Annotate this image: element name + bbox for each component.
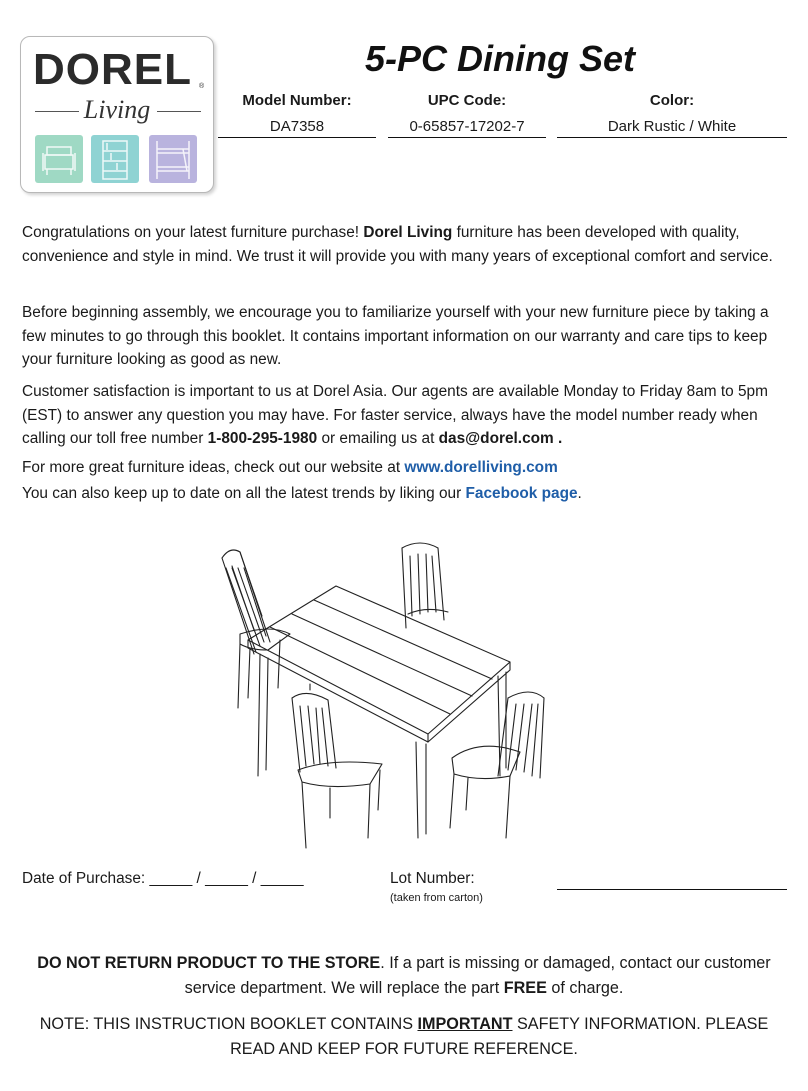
page-title: 5-PC Dining Set [364, 38, 636, 79]
front-left-chair [292, 693, 382, 848]
logo-rule-right [157, 111, 201, 112]
assembly-paragraph [22, 301, 792, 372]
table-top [248, 586, 510, 742]
facebook-link[interactable]: Facebook page [465, 485, 578, 502]
color-value: Dark Rustic / White [557, 118, 787, 138]
free-text: FREE [503, 979, 547, 997]
return-notice [20, 951, 788, 1001]
safety-notice [20, 1012, 788, 1062]
support-text: Customer satisfaction is important to us at Dorel Asia. Our agents are available Monday to Friday 8am to 5pm (EST) to answer any question you may have. For faster service, always have the model number ready when calling our toll free number [22, 383, 768, 447]
support-paragraph [22, 380, 792, 451]
dorel-living-logo [20, 36, 214, 193]
back-left-chair [222, 550, 290, 708]
important-text: IMPORTANT [417, 1015, 513, 1033]
armchair-icon [35, 135, 83, 183]
return-notice-end: of charge. [546, 979, 624, 997]
toll-free-number: 1-800-295-1980 [207, 430, 318, 447]
support-text-cont: or emailing us at [317, 430, 439, 447]
logo-sub: Living [83, 95, 151, 124]
logo-brand: DOREL [33, 45, 192, 94]
intro-paragraph [22, 221, 792, 268]
return-notice-text: . If a part is missing or damaged, contact our customer service department. We will replace the part [184, 954, 771, 997]
model-number-label: Model Number: [242, 92, 352, 109]
safety-notice-text: NOTE: THIS INSTRUCTION BOOKLET CONTAINS [39, 1015, 418, 1033]
facebook-period: . [577, 485, 582, 502]
lot-number-note: (taken from carton) [390, 892, 483, 904]
bookshelf-icon [91, 135, 139, 183]
dining-set-illustration [210, 538, 555, 853]
back-right-chair [402, 543, 448, 628]
facebook-text: You can also keep up to date on all the latest trends by liking our [22, 485, 466, 502]
brand-name: Dorel Living [363, 224, 453, 241]
return-warning: DO NOT RETURN PRODUCT TO THE STORE [37, 954, 381, 972]
date-of-purchase: Date of Purchase: _____ / _____ / _____ [22, 870, 304, 887]
bunk-bed-icon [149, 135, 197, 183]
website-link[interactable]: www.dorelliving.com [404, 459, 558, 476]
website-paragraph [22, 456, 792, 480]
intro-text: Congratulations on your latest furniture purchase! [22, 224, 364, 241]
website-text: For more great furniture ideas, check out our website at [22, 459, 405, 476]
front-right-chair [450, 692, 544, 838]
support-email[interactable]: das@dorel.com . [438, 430, 563, 447]
facebook-paragraph [22, 482, 792, 506]
intro-text-cont: furniture has been developed with quality, convenience and style in mind. We trust it will provide you with many years of exceptional comfort and service. [22, 224, 773, 265]
upc-code-label: UPC Code: [427, 92, 507, 109]
logo-registered-mark: ® [199, 83, 205, 90]
model-number-value: DA7358 [218, 118, 376, 138]
lot-number-label: Lot Number: [390, 870, 475, 887]
lot-number-line [557, 889, 787, 890]
assembly-text: Before beginning assembly, we encourage you to familiarize yourself with your new furniture piece by taking a few minutes to go through this booklet. It contains important information on our warranty and care tips to keep your furniture looking as good as new. [22, 304, 769, 368]
color-label: Color: [649, 92, 695, 109]
upc-code-value: 0-65857-17202-7 [388, 118, 546, 138]
safety-notice-end: SAFETY INFORMATION. PLEASE READ AND KEEP FOR FUTURE REFERENCE. [230, 1015, 769, 1058]
